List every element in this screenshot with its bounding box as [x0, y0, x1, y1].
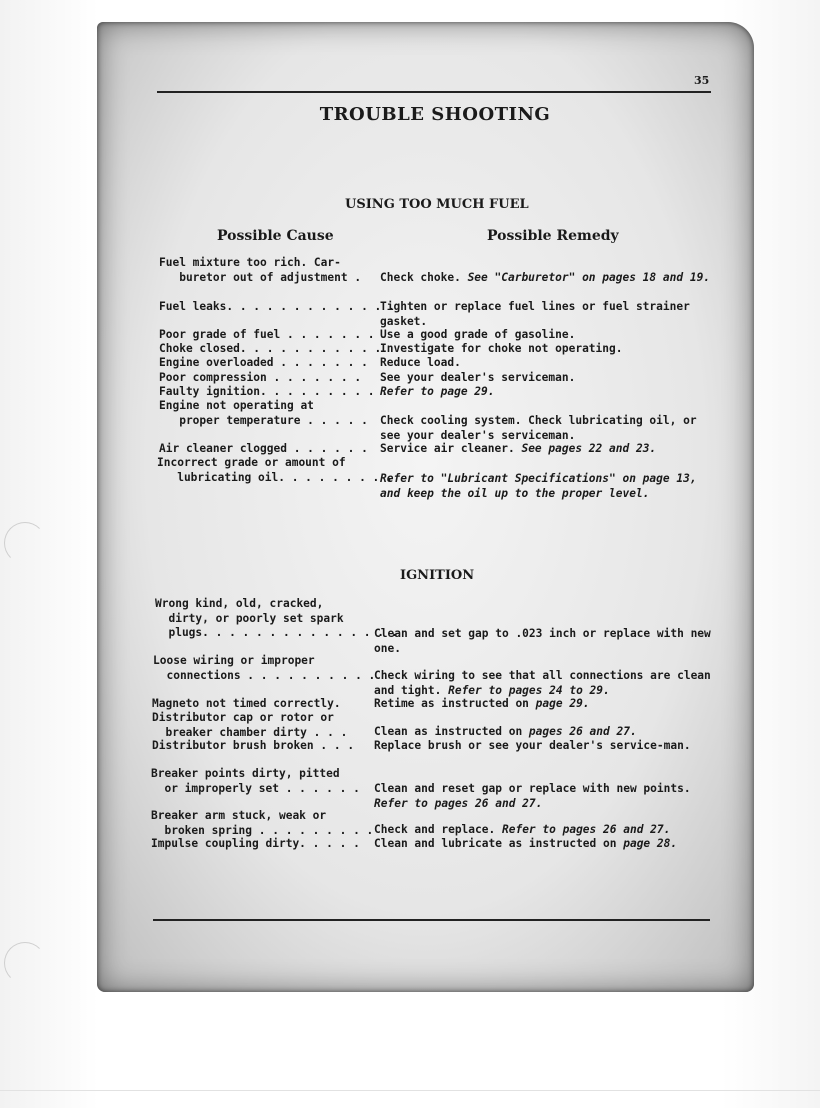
- header-rule: [157, 91, 711, 93]
- remedy-text: Reduce load.: [380, 356, 461, 369]
- cause-text: Breaker points dirty, pitted or improperly set . . . . . .: [151, 767, 360, 795]
- remedy-text: Replace brush or see your dealer's service-man.: [374, 739, 691, 752]
- page-title: TROUBLE SHOOTING: [319, 104, 551, 125]
- cause-text: Fuel leaks. . . . . . . . . . . . .: [159, 300, 395, 313]
- cause-text: Choke closed. . . . . . . . . . .: [159, 342, 382, 355]
- cause-text: Faulty ignition. . . . . . . . . .: [159, 385, 389, 398]
- remedy-text: Check and replace. Refer to pages 26 and 27.: [374, 823, 671, 836]
- remedy-column-header: Possible Remedy: [487, 228, 619, 244]
- cause-text: Breaker arm stuck, weak or broken spring . . . . . . . . .: [151, 809, 374, 837]
- cause-text: Engine overloaded . . . . . . .: [159, 356, 368, 369]
- remedy-text: Clean as instructed on pages 26 and 27.: [374, 725, 637, 738]
- remedy-text: Refer to "Lubricant Specifications" on page 13, and keep the oil up to the proper level.: [380, 472, 697, 500]
- cause-text: Wrong kind, old, cracked, dirty, or poorly set spark plugs. . . . . . . . . . . . . . .: [155, 597, 398, 639]
- remedy-text: Clean and lubricate as instructed on page 28.: [374, 837, 678, 850]
- cause-text: Poor grade of fuel . . . . . . .: [159, 328, 375, 341]
- cause-text: Magneto not timed correctly.: [152, 697, 341, 710]
- cause-text: Distributor brush broken . . .: [152, 739, 355, 752]
- remedy-text: Tighten or replace fuel lines or fuel strainer gasket.: [380, 300, 690, 328]
- binder-hole-mark: [4, 942, 46, 984]
- cause-text: Fuel mixture too rich. Car- buretor out of adjustment .: [159, 256, 362, 284]
- cause-column-header: Possible Cause: [217, 228, 334, 244]
- remedy-text: Investigate for choke not operating.: [380, 342, 623, 355]
- remedy-text: Check wiring to see that all connections are clean and tight. Refer to pages 24 to 29.: [374, 669, 711, 697]
- remedy-text: Refer to page 29.: [380, 385, 495, 398]
- remedy-text: Check choke. See "Carburetor" on pages 18 and 19.: [380, 271, 711, 284]
- remedy-text: Check cooling system. Check lubricating oil, or see your dealer's serviceman.: [380, 414, 697, 442]
- cause-text: Incorrect grade or amount of lubricating oil. . . . . . . . .: [157, 456, 393, 484]
- scanner-edge-line: [0, 1090, 820, 1091]
- cause-text: Poor compression . . . . . . .: [159, 371, 362, 384]
- binder-hole-mark: [4, 522, 46, 564]
- cause-text: Distributor cap or rotor or breaker chamber dirty . . .: [152, 711, 348, 739]
- fuel-section-heading: USING TOO MUCH FUEL: [345, 197, 529, 212]
- remedy-text: Clean and reset gap or replace with new points. Refer to pages 26 and 27.: [374, 782, 691, 810]
- remedy-text: Service air cleaner. See pages 22 and 23.: [380, 442, 657, 455]
- remedy-text: Clean and set gap to .023 inch or replace with new one.: [374, 627, 711, 655]
- cause-text: Air cleaner clogged . . . . . .: [159, 442, 368, 455]
- remedy-text: See your dealer's serviceman.: [380, 371, 576, 384]
- cause-text: Impulse coupling dirty. . . . .: [151, 837, 360, 850]
- cause-text: Loose wiring or improper connections . . . . . . . . . .: [153, 654, 376, 682]
- remedy-text: Use a good grade of gasoline.: [380, 328, 576, 341]
- cause-text: Engine not operating at proper temperature . . . . .: [159, 399, 368, 427]
- ignition-section-heading: IGNITION: [400, 568, 475, 583]
- page-number: 35: [694, 74, 710, 87]
- remedy-text: Retime as instructed on page 29.: [374, 697, 590, 710]
- footer-rule: [153, 919, 710, 921]
